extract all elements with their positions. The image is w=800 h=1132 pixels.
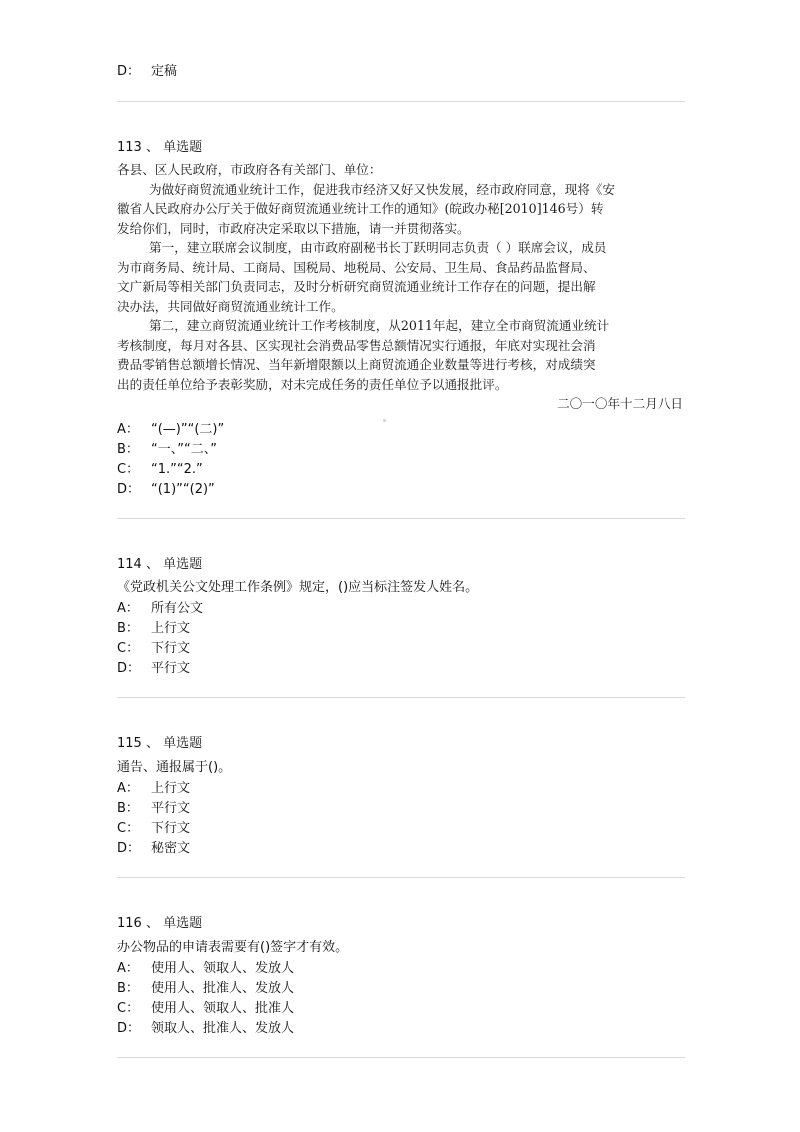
option-text: 上行文 [151,781,191,796]
q113-option-b[interactable] [117,441,217,459]
option-text: 下行文 [151,821,191,836]
option-text: 平行文 [151,801,191,816]
option-text: 平行文 [151,661,191,676]
option-text: 领取人、批准人、发放人 [151,1021,295,1036]
q114-stem: 《党政机关公文处理工作条例》规定，()应当标注签发人姓名。 [117,580,479,595]
q114-option-a[interactable] [117,600,203,618]
q113-stem-scan [117,160,685,414]
q115-stem: 通告、通报属于()。 [117,760,232,775]
option-text: 使用人、领取人、发放人 [151,961,295,976]
option-key: C： [117,462,140,477]
option-key: D： [117,64,141,79]
scan-line: 为市商务局、统计局、工商局、国税局、地税局、公安局、卫生局、食品药品监督局、 [117,259,596,275]
option-key: D： [117,1021,141,1036]
option-text: 所有公文 [151,601,204,616]
option-key: A： [117,601,139,616]
option-text: “1.”“2.” [151,462,203,477]
prev-option-d[interactable] [117,63,177,81]
option-text: 使用人、批准人、发放人 [151,981,295,996]
scan-line: 为做好商贸流通业统计工作，促进我市经济又好又快发展，经市政府同意，现将《安 [149,181,615,197]
q116-header: 116 、 单选题 [117,916,203,931]
scan-date: 二〇一〇年十二月八日 [557,396,683,411]
divider [117,1057,685,1058]
option-key: B： [117,621,139,636]
option-key: C： [117,821,140,836]
option-key: B： [117,442,139,457]
scan-line: 出的责任单位给予表彰奖励，对未完成任务的责任单位予以通报批评。 [117,376,508,392]
option-text: 下行文 [151,641,191,656]
option-key: A： [117,422,139,437]
scan-line: 决办法，共同做好商贸流通业统计工作。 [117,298,344,314]
scan-line: 第二，建立商贸流通业统计工作考核制度，从2011年起，建立全市商贸流通业统计 [149,318,610,333]
option-text: 秘密文 [151,841,191,856]
option-key: B： [117,801,139,816]
option-key: D： [117,841,141,856]
option-text: “一、”“二、” [151,442,217,457]
q114-option-b[interactable] [117,620,190,638]
divider [117,877,685,878]
scan-line: 发给你们，同时，市政府决定采取以下措施，请一并贯彻落实。 [117,220,470,236]
scan-line: 各县、区人民政府，市政府各有关部门、单位： [117,162,382,177]
q115-option-b[interactable] [117,800,190,818]
option-text: 上行文 [151,621,191,636]
q113-option-a[interactable] [117,421,224,439]
scan-speck [383,419,386,422]
q115-header: 115 、 单选题 [117,736,203,751]
option-text: 定稿 [151,64,178,79]
q116-option-b[interactable] [117,980,294,998]
scan-line: 徽省人民政府办公厅关于做好商贸流通业统计工作的通知》(皖政办秘[2010]146号）转 [117,201,604,216]
q116-stem: 办公物品的申请表需要有()签字才有效。 [117,940,349,955]
q115-option-d[interactable] [117,840,190,858]
option-key: A： [117,961,139,976]
option-key: D： [117,482,141,497]
option-text: 使用人、领取人、批准人 [151,1001,295,1016]
scan-line: 费品零销售总额增长情况、当年新增限额以上商贸流通企业数量等进行考核，对成绩突 [117,357,596,372]
divider [117,518,685,519]
q113-header: 113 、 单选题 [117,140,203,155]
q113-option-c[interactable] [117,461,203,479]
q116-option-d[interactable] [117,1020,294,1038]
option-text: “(1)”“(2)” [151,482,215,497]
option-text: “(—)”“(二)” [151,422,225,437]
q115-option-a[interactable] [117,780,190,798]
option-key: C： [117,1001,140,1016]
q113-option-d[interactable] [117,481,215,499]
q114-option-c[interactable] [117,640,190,658]
scan-line: 第一，建立联席会议制度，由市政府副秘书长丁跃明同志负责（ ）联席会议，成员 [149,240,607,255]
q115-option-c[interactable] [117,820,190,838]
q116-option-c[interactable] [117,1000,294,1018]
scan-line: 考核制度，每月对各县、区实现社会消费品零售总额情况实行通报，年底对实现社会消 [117,337,596,353]
q116-option-a[interactable] [117,960,294,978]
option-key: C： [117,641,140,656]
q114-header: 114 、 单选题 [117,557,203,572]
divider [117,697,685,698]
scan-line: 文广新局等相关部门负责同志，及时分析研究商贸流通业统计工作存在的问题，提出解 [117,279,596,294]
option-key: B： [117,981,139,996]
q114-option-d[interactable] [117,660,190,678]
option-key: D： [117,661,141,676]
divider [117,101,685,102]
option-key: A： [117,781,139,796]
